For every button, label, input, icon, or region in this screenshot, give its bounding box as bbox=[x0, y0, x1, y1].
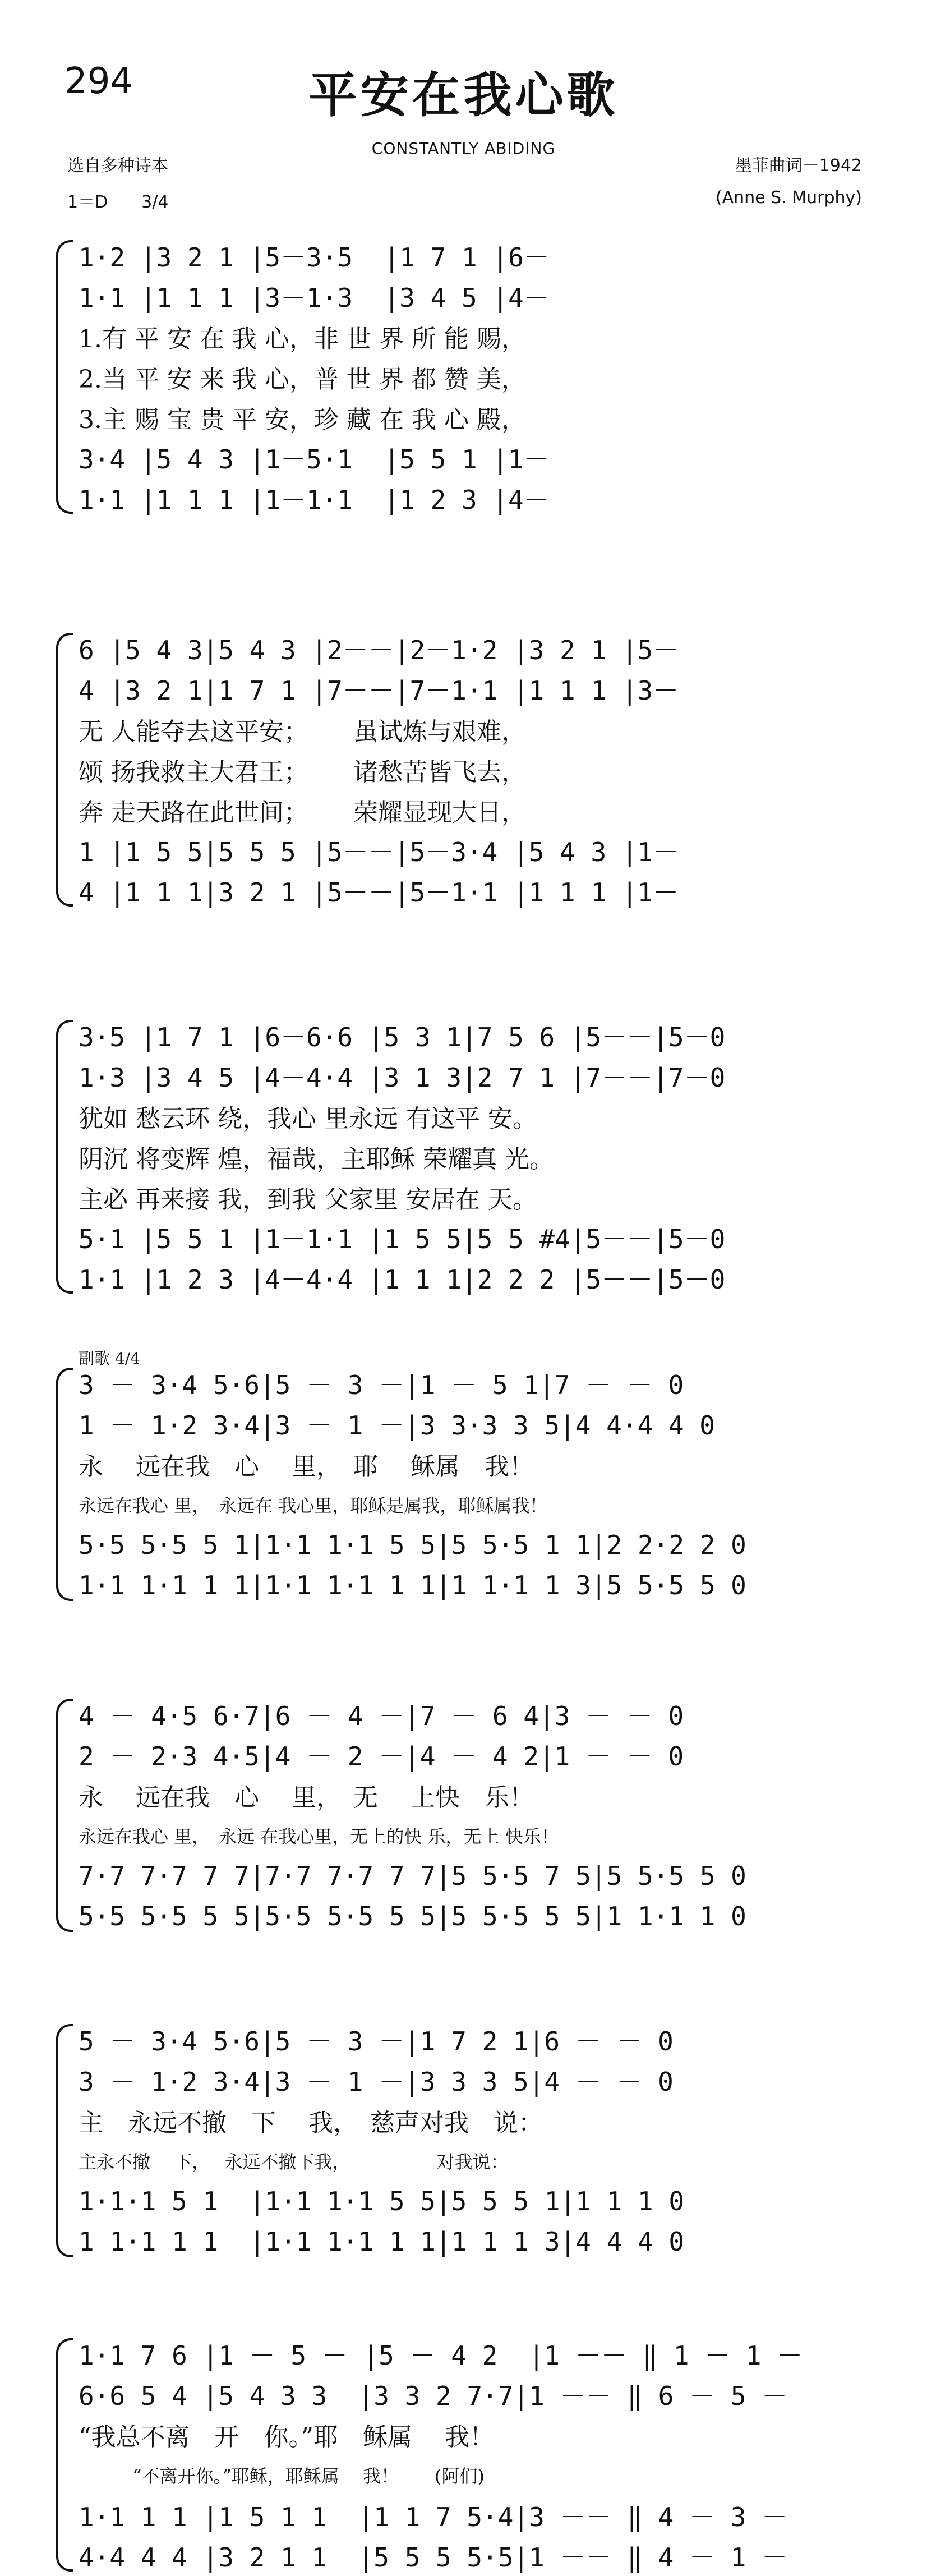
notation-row: 6 |5 4 3|5 4 3 |2－－|2－1·2 |3 2 1 |5－ bbox=[79, 635, 679, 665]
notation-row: 5·1 |5 5 1 |1－1·1 |1 5 5|5 5 #4|5－－|5－0 bbox=[79, 1224, 726, 1254]
notation-row: 1·1 1 1 |1 5 1 1 |1 1 7 5·4|3 －－ ‖ 4 － 3 － bbox=[79, 2502, 788, 2532]
notation-row: 4 － 4·5 6·7|6 － 4 －|7 － 6 4|3 － － 0 bbox=[79, 1701, 684, 1731]
lyric-row: 永远在我心 里， 永远在 我心里，耶稣是属我，耶稣属我！ bbox=[79, 1495, 548, 1516]
notation-row: 7·7 7·7 7 7|7·7 7·7 7 7|5 5·5 7 5|5 5·5 5 0 bbox=[79, 1861, 746, 1891]
lyric-row: “我总不离 开 你。”耶 稣属 我！ bbox=[79, 2423, 494, 2451]
system-brace bbox=[56, 633, 71, 907]
english-title: CONSTANTLY ABIDING bbox=[371, 139, 556, 158]
notation-row: 3 － 1·2 3·4|3 － 1 －|3 3 3 5|4 － － 0 bbox=[79, 2067, 674, 2097]
refrain-label: 副歌 4/4 bbox=[79, 1349, 140, 1368]
notation-row: 1 1·1 1 1 |1·1 1·1 1 1|1 1 1 3|4 4 4 0 bbox=[79, 2227, 685, 2257]
lyric-row: 奔 走天路在此世间； 荣耀显现大日， bbox=[79, 798, 526, 827]
lyric-row: 3.主 赐 宝 贵 平 安，珍 藏 在 我 心 殿， bbox=[79, 406, 526, 434]
notation-row: 1·1 |1 2 3 |4－4·4 |1 1 1|2 2 2 |5－－|5－0 bbox=[79, 1264, 726, 1295]
notation-row: 3 － 3·4 5·6|5 － 3 －|1 － 5 1|7 － － 0 bbox=[79, 1370, 684, 1400]
notation-row: 1 |1 5 5|5 5 5 |5－－|5－3·4 |5 4 3 |1－ bbox=[79, 837, 679, 867]
notation-row: 5·5 5·5 5 1|1·1 1·1 5 5|5 5·5 1 1|2 2·2 2 0 bbox=[79, 1530, 746, 1560]
notation-row: 1·1·1 5 1 |1·1 1·1 5 5|5 5 5 1|1 1 1 0 bbox=[79, 2186, 685, 2216]
system-brace bbox=[56, 2338, 71, 2572]
lyric-row: 永 远在我 心 里， 无 上快 乐！ bbox=[79, 1783, 534, 1812]
system-brace bbox=[56, 1368, 71, 1601]
page-title: 平安在我心歌 bbox=[308, 67, 619, 123]
lyric-row: 永远在我心 里， 永远 在我心里，无上的快 乐，无上 快乐！ bbox=[79, 1826, 559, 1847]
lyric-row: 主必 再来接 我，到我 父家里 安居在 天。 bbox=[79, 1185, 537, 1214]
lyric-row: 犹如 愁云环 绕，我心 里永远 有这平 安。 bbox=[79, 1105, 537, 1133]
notation-row: 1·1 1·1 1 1|1·1 1·1 1 1|1 1·1 1 3|5 5·5 5 0 bbox=[79, 1570, 746, 1600]
lyric-row: 无 人能夺去这平安； 虽试炼与艰难， bbox=[79, 717, 526, 746]
source-note: 选自多种诗本 bbox=[67, 156, 168, 176]
lyric-row: “不离开你。”耶稣，耶稣属 我！ (阿们) bbox=[79, 2465, 485, 2487]
notation-row: 5·5 5·5 5 5|5·5 5·5 5 5|5 5·5 5 5|1 1·1 1 0 bbox=[79, 1901, 746, 1931]
notation-row: 4 |3 2 1|1 7 1 |7－－|7－1·1 |1 1 1 |3－ bbox=[79, 675, 679, 706]
lyric-row: 阴沉 将变辉 煌，福哉，主耶稣 荣耀真 光。 bbox=[79, 1145, 554, 1174]
notation-row: 5 － 3·4 5·6|5 － 3 －|1 7 2 1|6 － － 0 bbox=[79, 2026, 674, 2057]
system-brace bbox=[56, 1699, 71, 1932]
lyric-row: 永 远在我 心 里， 耶 稣属 我！ bbox=[79, 1452, 534, 1481]
notation-row: 1·1 |1 1 1 |3－1·3 |3 4 5 |4－ bbox=[79, 283, 550, 313]
author-credit: 墨菲曲词－1942 bbox=[735, 156, 862, 176]
notation-row: 6·6 5 4 |5 4 3 3 |3 3 2 7·7|1 －－ ‖ 6 － 5 － bbox=[79, 2381, 788, 2411]
notation-row: 3·4 |5 4 3 |1－5·1 |5 5 1 |1－ bbox=[79, 444, 550, 475]
lyric-row: 2.当 平 安 来 我 心，普 世 界 都 赞 美， bbox=[79, 365, 526, 394]
notation-row: 2 － 2·3 4·5|4 － 2 －|4 － 4 2|1 － － 0 bbox=[79, 1741, 684, 1772]
key-signature: 1＝D 3/4 bbox=[67, 192, 169, 212]
system-brace bbox=[56, 1020, 71, 1294]
notation-row: 3·5 |1 7 1 |6－6·6 |5 3 1|7 5 6 |5－－|5－0 bbox=[79, 1022, 726, 1052]
system-brace bbox=[56, 2024, 71, 2257]
notation-row: 4 |1 1 1|3 2 1 |5－－|5－1·1 |1 1 1 |1－ bbox=[79, 877, 679, 908]
notation-row: 1·1 |1 1 1 |1－1·1 |1 2 3 |4－ bbox=[79, 485, 550, 515]
lyric-row: 主永不撤 下， 永远不撤下我， 对我说： bbox=[79, 2151, 509, 2173]
lyric-row: 主 永远不撤 下 我， 慈声对我 说： bbox=[79, 2109, 543, 2137]
lyric-row: 颂 扬我救主大君王； 诸愁苦皆飞去， bbox=[79, 758, 526, 786]
notation-row: 4·4 4 4 |3 2 1 1 |5 5 5 5·5|1 －－ ‖ 4 － 1 － bbox=[79, 2542, 788, 2573]
author-credit-english: (Anne S. Murphy) bbox=[715, 188, 862, 208]
notation-row: 1·1 7 6 |1 － 5 － |5 － 4 2 |1 －－ ‖ 1 － 1 － bbox=[79, 2340, 803, 2371]
system-brace bbox=[56, 240, 71, 514]
hymn-number: 294 bbox=[64, 61, 133, 102]
notation-row: 1·3 |3 4 5 |4－4·4 |3 1 3|2 7 1 |7－－|7－0 bbox=[79, 1062, 726, 1093]
notation-row: 1·2 |3 2 1 |5－3·5 |1 7 1 |6－ bbox=[79, 242, 550, 273]
notation-row: 1 － 1·2 3·4|3 － 1 －|3 3·3 3 5|4 4·4 4 0 bbox=[79, 1410, 715, 1441]
lyric-row: 1.有 平 安 在 我 心，非 世 界 所 能 赐， bbox=[79, 325, 526, 353]
